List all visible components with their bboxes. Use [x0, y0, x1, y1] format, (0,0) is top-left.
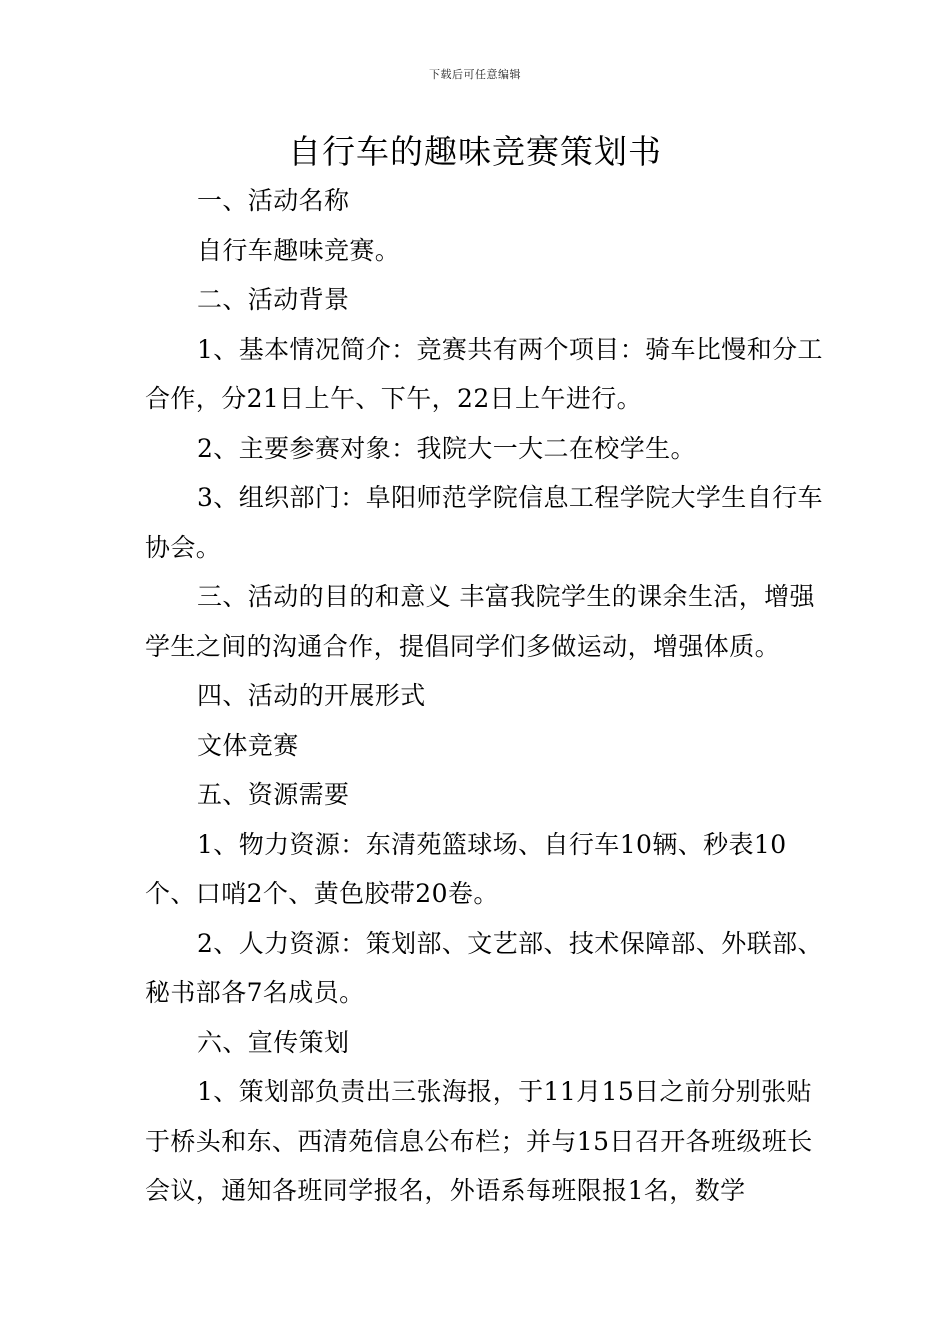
paragraph: 1、物力资源：东清苑篮球场、自行车10辆、秒表10个、口哨2个、黄色胶带20卷。	[145, 829, 787, 908]
paragraph: 三、活动的目的和意义 丰富我院学生的课余生活，增强学生之间的沟通合作，提倡同学们多做运动，增强体质。	[145, 582, 815, 661]
paragraph: 2、主要参赛对象：我院大一大二在校学生。	[197, 433, 696, 463]
header-note: 下载后可任意编辑	[429, 68, 521, 81]
section-heading-activity-name: 一、活动名称	[197, 186, 350, 215]
paragraph: 3、组织部门：阜阳师范学院信息工程学院大学生自行车协会。	[145, 483, 823, 562]
paragraph: 1、基本情况简介：竞赛共有两个项目：骑车比慢和分工合作，分21日上午、下午，22日上午进行。	[145, 334, 823, 413]
paragraph: 1、策划部负责出三张海报，于11月15日之前分别张贴于桥头和东、西清苑信息公布栏；并与15日召开各班级班长会议，通知各班同学报名，外语系每班限报1名，数学	[145, 1077, 813, 1205]
section-heading-format: 四、活动的开展形式	[197, 681, 426, 710]
section-heading-publicity: 六、宣传策划	[197, 1027, 350, 1057]
paragraph: 文体竞赛	[197, 730, 299, 760]
section-heading-background: 二、活动背景	[197, 285, 350, 314]
document-body	[145, 176, 825, 1216]
document-title: 自行车的趣味竞赛策划书	[288, 132, 662, 171]
section-heading-resources: 五、资源需要	[197, 780, 350, 809]
paragraph: 自行车趣味竞赛。	[197, 235, 401, 265]
paragraph: 2、人力资源：策划部、文艺部、技术保障部、外联部、秘书部各7名成员。	[145, 928, 823, 1007]
